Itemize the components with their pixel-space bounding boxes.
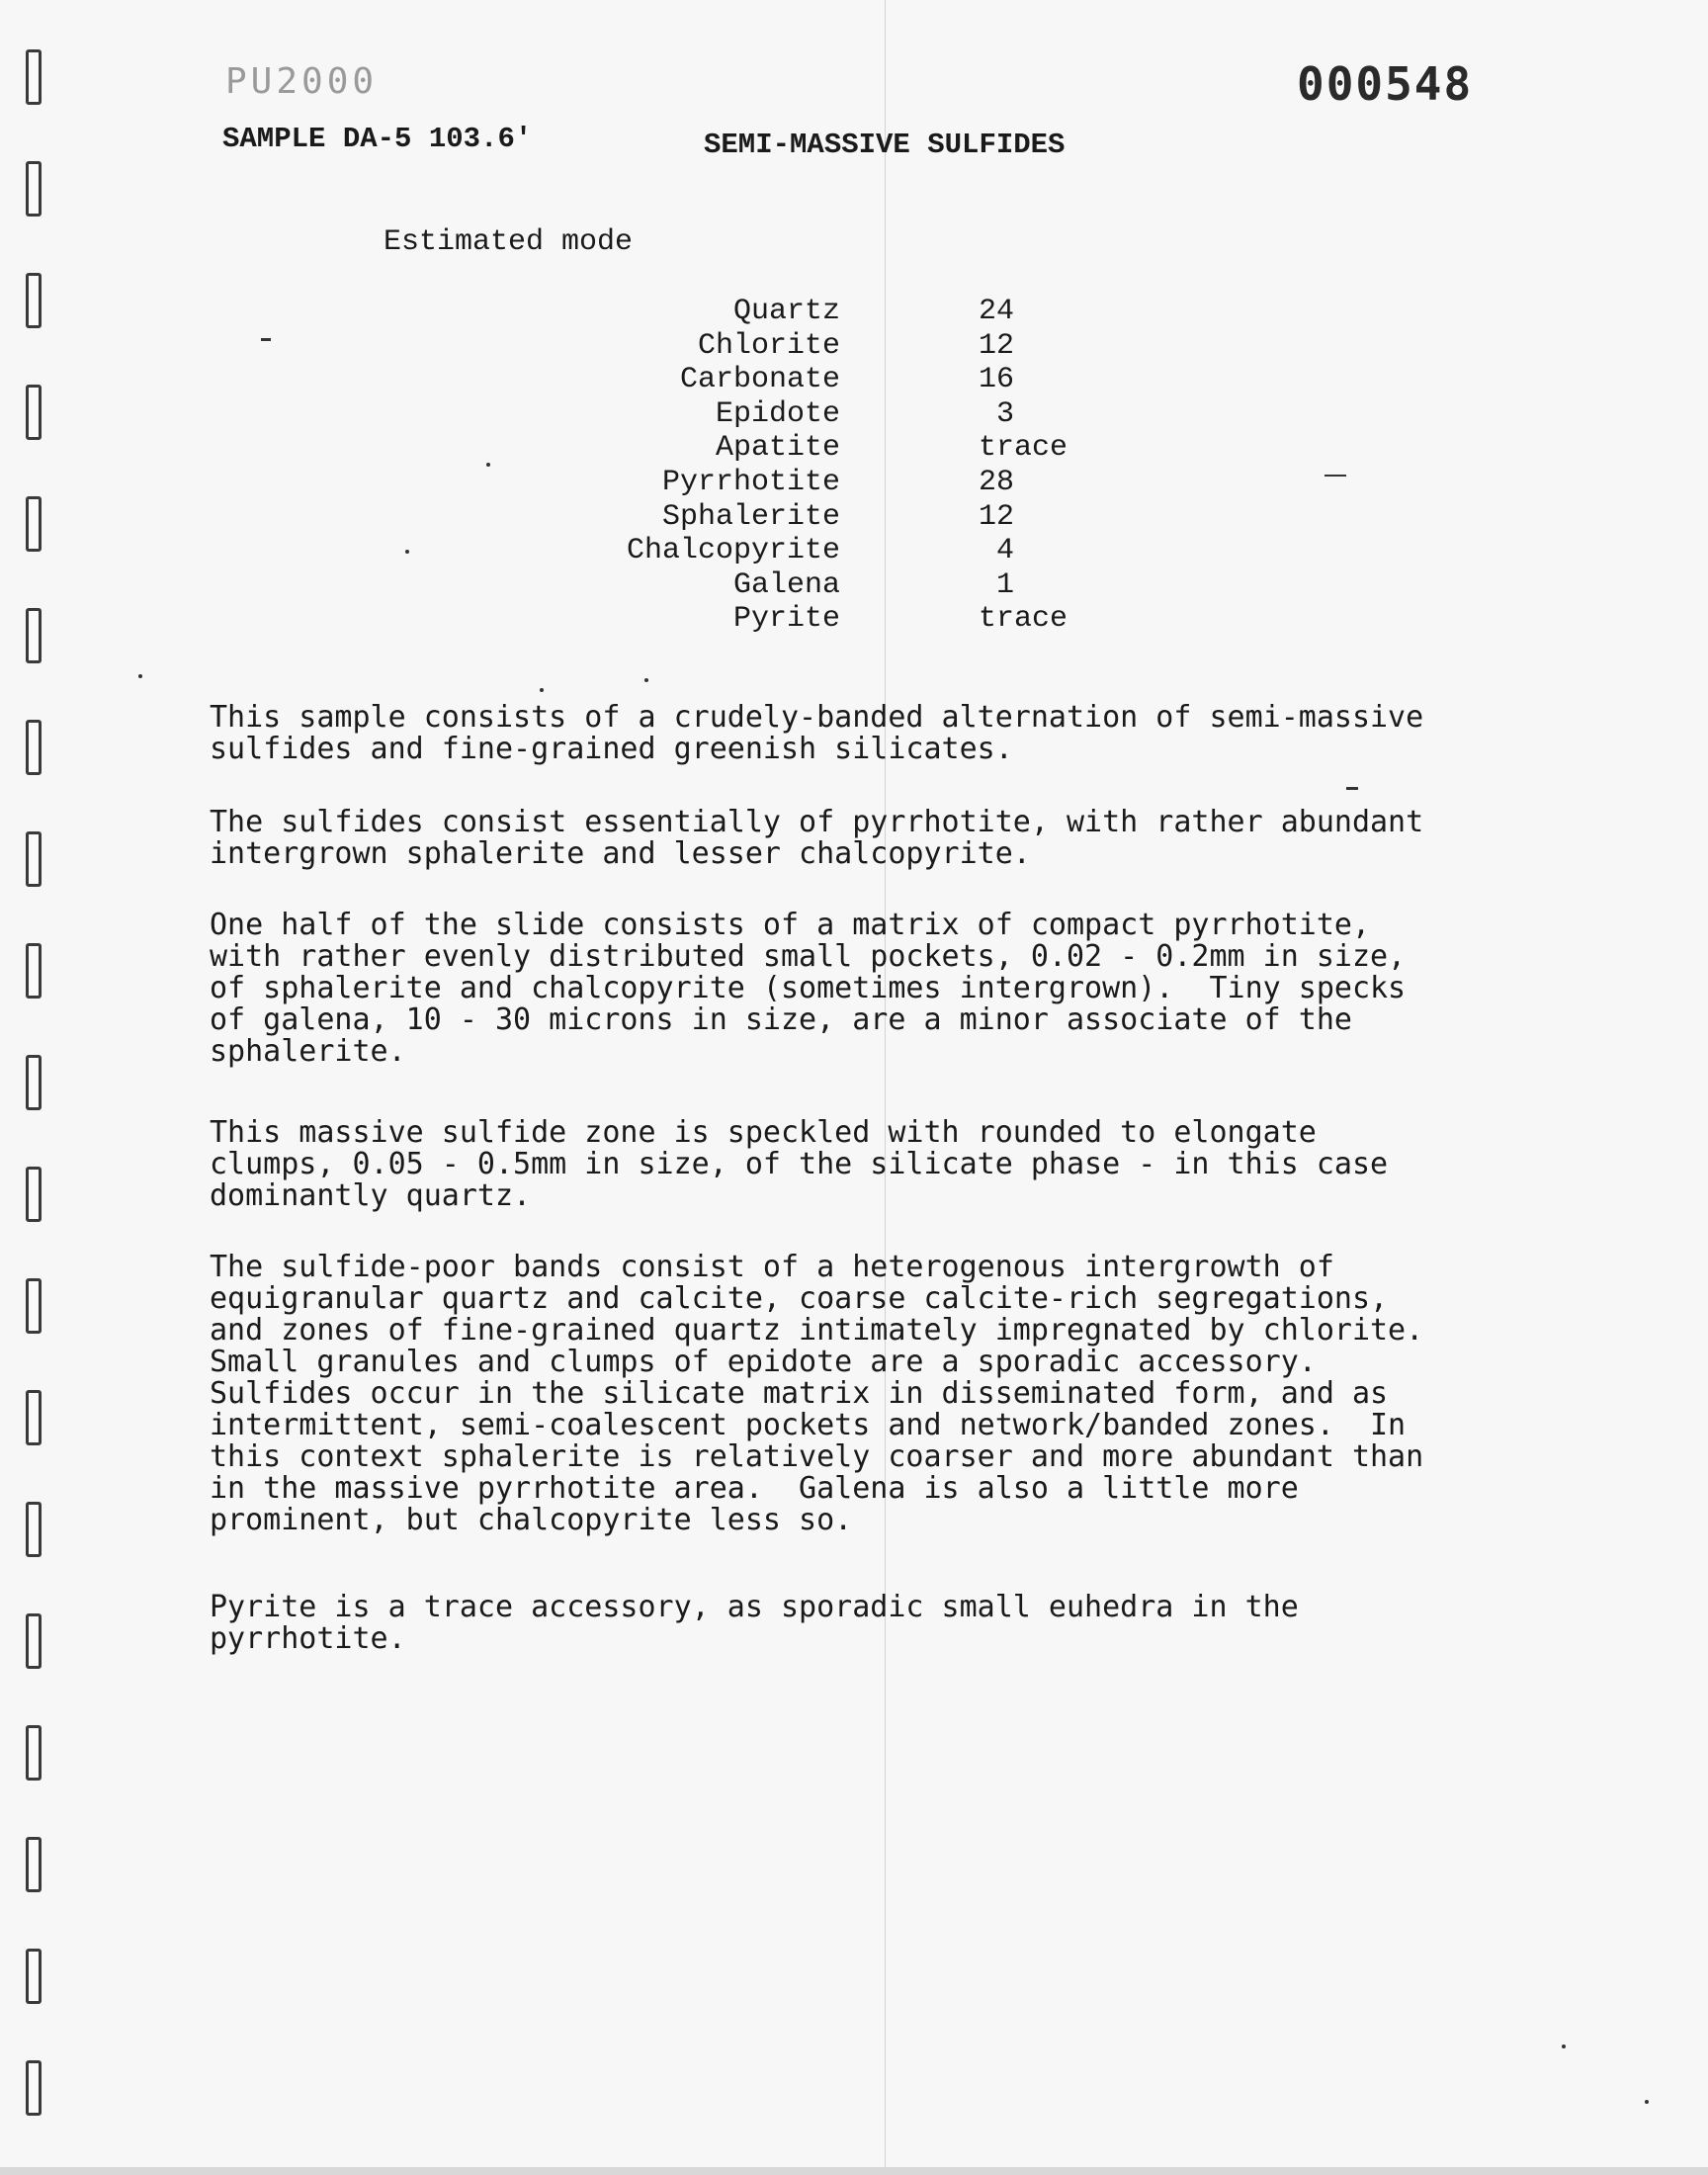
binder-hole: [26, 1390, 42, 1445]
mode-table: [554, 295, 1107, 637]
mode-row: [554, 363, 1107, 397]
binder-hole: [26, 831, 42, 887]
scan-speck: [540, 688, 544, 692]
mineral-name: Pyrite: [732, 602, 840, 637]
mineral-amount: 1: [979, 567, 1015, 602]
binder-hole: [26, 2060, 42, 2116]
mode-row: [554, 534, 1107, 568]
binder-hole: [26, 49, 42, 105]
scan-speck: [1346, 787, 1358, 790]
mineral-amount: 12: [979, 499, 1015, 534]
mineral-amount: 24: [979, 295, 1015, 328]
mineral-name: Quartz: [732, 295, 840, 328]
scan-speck: [405, 550, 409, 554]
mineral-name: Apatite: [715, 431, 840, 466]
paragraph: The sulfides consist essentially of pyrrhotite, with rather abundant intergrown sphalerite and lesser chalcopyrite.: [210, 805, 1424, 871]
paragraph: One half of the slide consists of a matrix of compact pyrrhotite, with rather evenly distributed small pockets, 0.02 - 0.2mm in size, of sphalerite and chalcopyrite (sometimes intergrown). Tiny specks of galena, 10 - 30 microns in size, are a minor associate of the sphalerite.: [210, 908, 1407, 1069]
mode-row: [554, 568, 1107, 603]
binder-hole: [26, 1278, 42, 1334]
binder-hole: [26, 1613, 42, 1669]
binder-hole: [26, 1167, 42, 1222]
mineral-name: Chlorite: [697, 328, 840, 363]
mode-row: [554, 295, 1107, 329]
mineral-amount: 3: [979, 396, 1015, 431]
binder-hole: [26, 1725, 42, 1781]
page-title: SEMI-MASSIVE SULFIDES: [704, 129, 1066, 161]
scan-speck: [486, 463, 490, 467]
binder-hole: [26, 496, 42, 552]
mineral-name: Chalcopyrite: [626, 534, 840, 568]
scan-speck: [138, 674, 142, 678]
binder-hole: [26, 1502, 42, 1557]
mineral-name: Galena: [732, 567, 840, 602]
binder-hole: [26, 720, 42, 775]
mineral-name: Carbonate: [679, 363, 840, 397]
binder-hole: [26, 161, 42, 217]
mineral-amount: trace: [979, 431, 1068, 466]
mineral-amount: trace: [979, 602, 1068, 637]
mineral-name: Pyrrhotite: [661, 465, 840, 499]
binder-hole: [26, 385, 42, 440]
sample-id: SAMPLE DA-5 103.6': [222, 123, 533, 155]
mode-row: [554, 431, 1107, 466]
scan-speck: [1562, 2044, 1566, 2048]
mode-row: [554, 466, 1107, 500]
paragraph: This sample consists of a crudely-banded alternation of semi-massive sulfides and fine-grained greenish silicates.: [210, 700, 1424, 766]
scan-speck: [261, 338, 271, 341]
mode-row: [554, 602, 1107, 637]
binder-hole: [26, 1837, 42, 1892]
binder-hole: [26, 943, 42, 999]
mode-row: [554, 397, 1107, 432]
mode-row: [554, 500, 1107, 535]
mineral-name: Epidote: [715, 396, 840, 431]
binder-holes: [18, 49, 47, 2126]
paragraph: The sulfide-poor bands consist of a heterogenous intergrowth of equigranular quartz and calcite, coarse calcite-rich segregations, and zones of fine-grained quartz intimately impregnated by chlorite. Small granules and clumps of epidote are a sporadic accessory. Sulfides occur in the silicate matrix in disseminated form, and as intermittent, semi-coalescent pockets and network/banded zones. In this context sphalerite is relatively coarser and more abundant than in the massive pyrrhotite area. Galena is also a little more prominent, but chalcopyrite less so.: [210, 1250, 1424, 1537]
faded-page-stamp: PU2000: [225, 61, 379, 102]
binder-hole: [26, 1055, 42, 1110]
binder-hole: [26, 1949, 42, 2004]
scan-speck: [1645, 2100, 1649, 2104]
page-bottom-edge: [0, 2167, 1708, 2175]
scan-speck: [644, 678, 648, 682]
binder-hole: [26, 608, 42, 663]
paragraph: This massive sulfide zone is speckled with rounded to elongate clumps, 0.05 - 0.5mm in size, of the silicate phase - in this case dominantly quartz.: [210, 1115, 1389, 1213]
mineral-amount: 28: [979, 465, 1015, 499]
mode-heading: Estimated mode: [384, 225, 634, 259]
mode-row: [554, 329, 1107, 364]
mineral-amount: 16: [979, 363, 1015, 397]
mineral-amount: 12: [979, 328, 1015, 363]
binder-hole: [26, 273, 42, 328]
paragraph: Pyrite is a trace accessory, as sporadic small euhedra in the pyrrhotite.: [210, 1590, 1299, 1656]
mineral-name: Sphalerite: [661, 499, 840, 534]
scan-speck: [1324, 475, 1346, 477]
mineral-amount: 4: [979, 534, 1015, 568]
page-number-stamp: 000548: [1297, 57, 1474, 111]
